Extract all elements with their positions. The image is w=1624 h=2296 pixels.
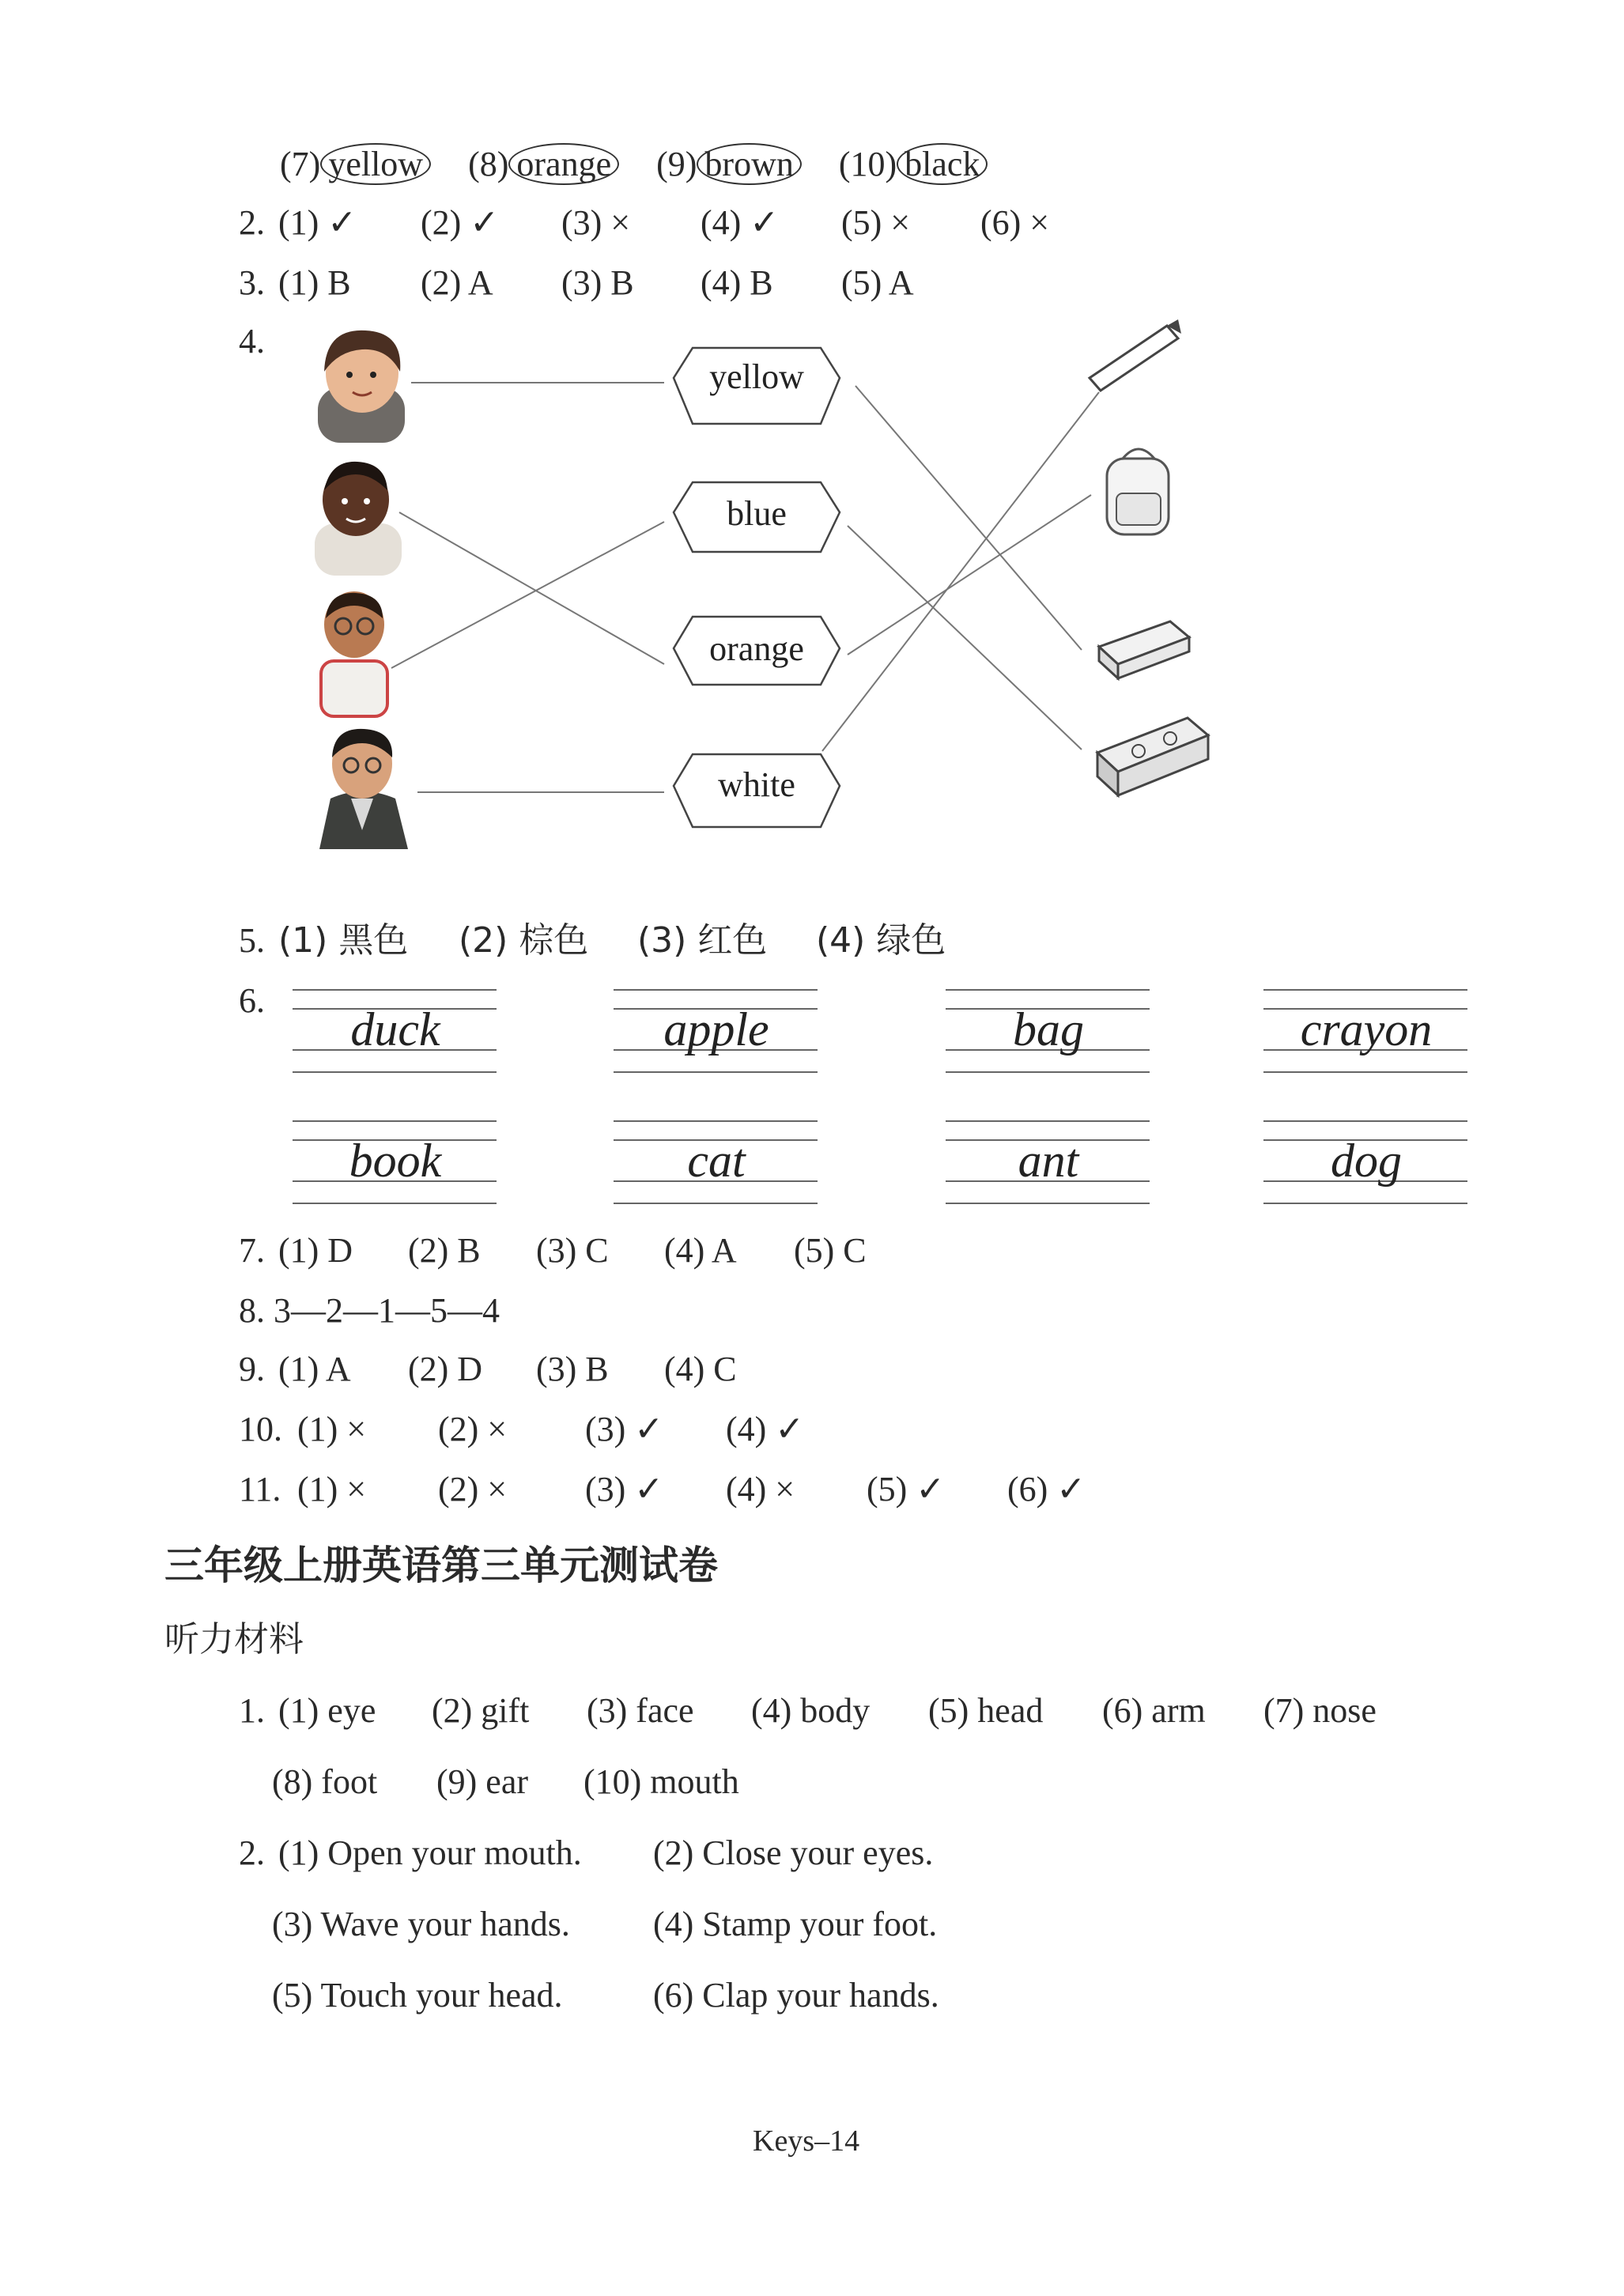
q4-matching-diagram: [300, 312, 1233, 866]
word-cat: cat: [687, 1135, 746, 1187]
backpack-picture: [1107, 449, 1169, 534]
word-ant: ant: [1018, 1135, 1079, 1187]
word-dog: dog: [1331, 1135, 1402, 1187]
svg-text:white: white: [718, 765, 795, 804]
pen-picture: [1090, 319, 1181, 391]
hex-white: [674, 754, 840, 827]
boy-3-picture: [321, 591, 387, 716]
hex-orange: [674, 617, 840, 685]
answer-circle: brown: [697, 143, 801, 185]
hex-blue: [674, 482, 840, 552]
boy-4-picture: [319, 729, 408, 849]
word-book: book: [349, 1135, 442, 1187]
word-duck: duck: [350, 1003, 440, 1055]
q4-number: 4.: [239, 322, 265, 361]
answer-circle: orange: [508, 143, 619, 185]
page-footer: Keys–14: [753, 2124, 860, 2158]
word-crayon: crayon: [1300, 1003, 1433, 1055]
pencil-box-picture: [1097, 718, 1208, 795]
q6-handwriting-lines: [285, 980, 1486, 1218]
word-apple: apple: [663, 1003, 769, 1055]
svg-text:blue: blue: [727, 494, 787, 533]
q6-number: 6.: [239, 981, 265, 1020]
hex-yellow: [674, 348, 840, 424]
boy-2-picture: [315, 462, 402, 576]
eraser-picture: [1099, 621, 1189, 678]
svg-text:orange: orange: [709, 629, 804, 668]
q2-number: 2.: [239, 203, 265, 242]
q8-row: 8. 3—2—1—5—4: [239, 1291, 500, 1330]
answer-circle: yellow: [320, 143, 431, 185]
boy-1-picture: [318, 330, 405, 443]
word-bag: bag: [1013, 1003, 1084, 1055]
answer-circle: black: [897, 143, 988, 185]
matching-lines: [391, 383, 1099, 792]
section-title: 三年级上册英语第三单元测试卷: [164, 1543, 718, 1588]
svg-text:yellow: yellow: [709, 357, 804, 396]
q1-tail-line: (7) yellow (8) orange (9) brown (10) black: [280, 142, 988, 187]
subtitle: 听力材料: [164, 1619, 304, 1660]
